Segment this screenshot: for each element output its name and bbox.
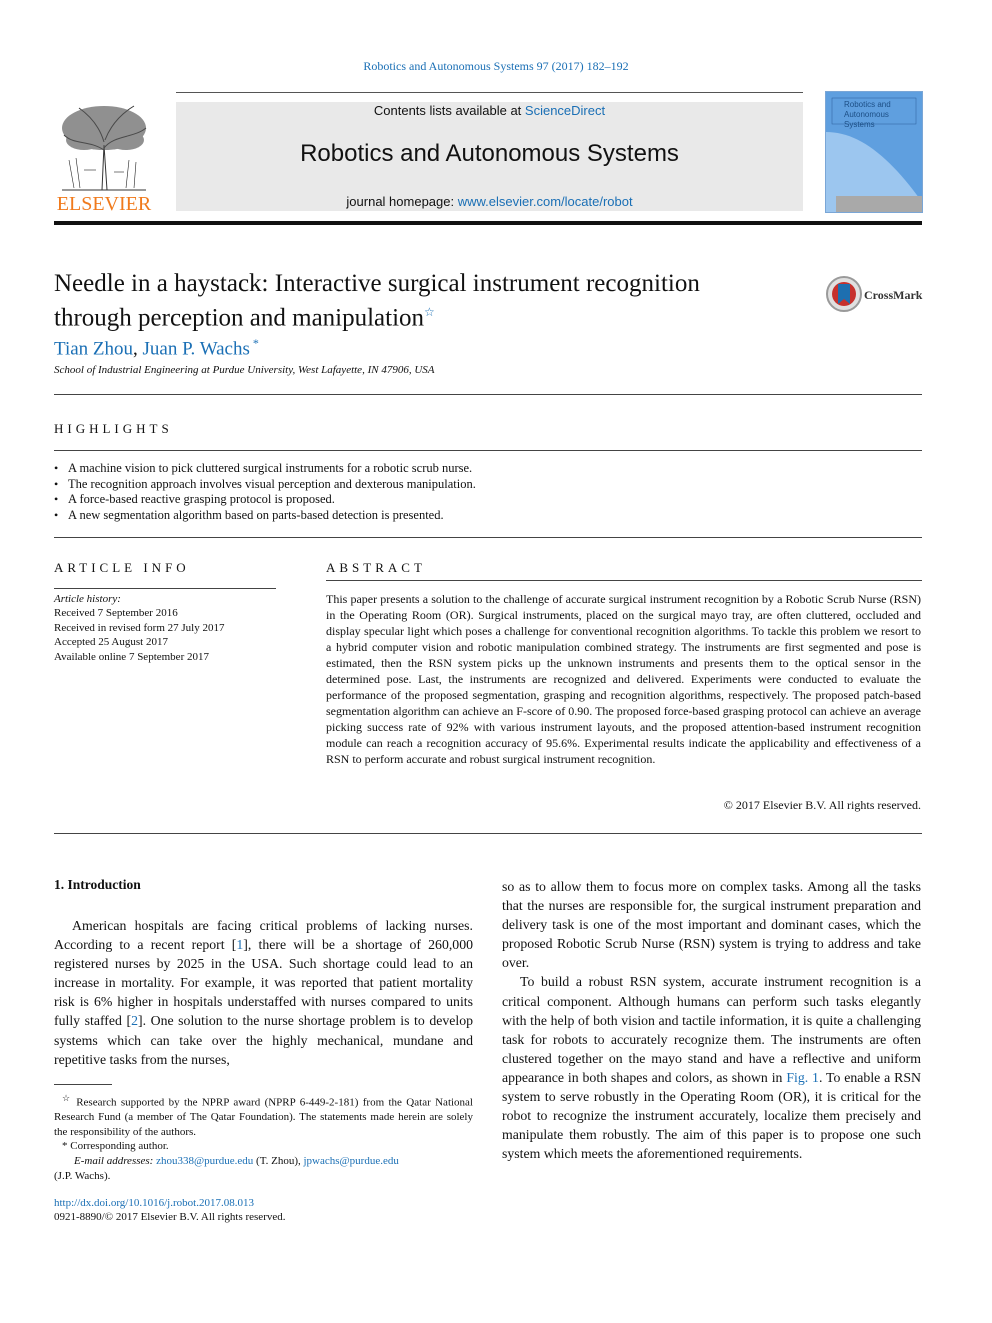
divider (54, 537, 922, 538)
divider (54, 833, 922, 834)
asterisk-mark: * (62, 1140, 68, 1153)
divider (54, 588, 276, 589)
reference-link-2[interactable]: 2 (131, 1013, 138, 1029)
paper-title (54, 270, 774, 332)
divider (54, 394, 922, 395)
highlights-heading: HIGHLIGHTS (54, 421, 173, 436)
crossmark-label: CrossMark (864, 288, 923, 302)
article-info-heading: ARTICLE INFO (54, 560, 190, 575)
divider (54, 450, 922, 451)
issn-line: 0921-8890/© 2017 Elsevier B.V. All rights reserved. (54, 1211, 286, 1223)
sciencedirect-link[interactable]: ScienceDirect (524, 103, 606, 118)
contents-prefix: Contents lists available at (373, 103, 525, 118)
elsevier-wordmark: ELSEVIER (56, 193, 152, 215)
title-line-2: through perception and manipulation☆ (54, 304, 435, 332)
header-rule (54, 221, 922, 225)
intro-paragraph-continued: so as to allow them to focus more on complex tasks. Among all the tasks that the nurses are responsible for, the surgical instrument preparation and delivery task is one of the most important and dominant cases, which the proposed Robotic Scrub Nurse (RSN) system is trying to address and take over. (502, 879, 921, 971)
title-line-1: Needle in a haystack: Interactive surgical instrument recognition (54, 270, 700, 297)
corresponding-author-mark[interactable]: * (249, 336, 259, 350)
highlight-item: • A machine vision to pick cluttered surgical instruments for a robotic scrub nurse. (54, 461, 914, 477)
reference-link-1[interactable]: 1 (236, 937, 244, 953)
email-footnote-end: (J.P. Wachs). (54, 1169, 111, 1182)
journal-homepage-link[interactable]: www.elsevier.com/locate/robot (457, 194, 633, 209)
highlights-list (54, 461, 914, 523)
homepage-prefix: journal homepage: (346, 194, 458, 209)
affiliation: School of Industrial Engineering at Purdue University, West Lafayette, IN 47906, USA (54, 364, 435, 376)
corresponding-footnote: * Corresponding author. (62, 1140, 169, 1153)
email-wachs-link[interactable]: jpwachs@purdue.edu (303, 1155, 399, 1168)
intro-paragraph-2: To build a robust RSN system, accurate instrument recognition is a critical component. Although humans can perform such tasks elegantly with the help of both vision and tactile information, it is quite a challenging task for robots to accurately recognize them. The instruments are often clustered together on the mayo stand and have a reflective and uniform appearance in both shapes and colors, as shown in Fig. 1. To enable a RSN system to serve robustly in the Operating Room (OR), it is critical for the robot to recognize the instrument accurately, localize them precisely and manipulate them robustly. The aim of this paper is to propose one such system which meets the aforementioned requirements. (502, 974, 922, 1162)
body-column-left (54, 916, 473, 1069)
author-zhou-link[interactable]: Tian Zhou (54, 338, 134, 360)
star-footnote-mark: ☆ (62, 1093, 72, 1103)
email-zhou-link[interactable]: zhou338@purdue.edu (156, 1155, 254, 1168)
figure-1-link[interactable]: Fig. 1 (786, 1069, 819, 1085)
contents-line (176, 103, 803, 118)
divider (326, 580, 922, 581)
body-column-right (502, 877, 921, 1163)
history-received: Received 7 September 2016 (54, 607, 178, 620)
history-revised: Received in revised form 27 July 2017 (54, 621, 225, 634)
homepage-line (176, 194, 803, 209)
footnotes (54, 1091, 473, 1183)
intro-paragraph: American hospitals are facing critical problems of lacking nurses. According to a recent report [1], there will be a shortage of 260,000 registered nurses by 2025 in the USA. Such shortage could lead to an increase in mortality. For example, it was reported that patient mortality risk is 6% higher in hospitals understaffed with nurses compared to units fully staffed [2]. One solution to the nurse shortage problem is to develop systems which can take over the highly mechanical, mundane and repetitive tasks from the nurses, (54, 918, 473, 1067)
abstract-heading: ABSTRACT (326, 560, 426, 575)
highlight-item: • A force-based reactive grasping protocol is proposed. (54, 492, 914, 508)
email-footnote: E-mail addresses: zhou338@purdue.edu (T. Zhou), jpwachs@purdue.edu (74, 1155, 399, 1168)
title-footnote-mark[interactable]: ☆ (424, 305, 435, 319)
cover-title: Robotics and Autonomous Systems (844, 100, 891, 129)
crossmark-badge[interactable] (825, 275, 935, 315)
section-heading: 1. Introduction (54, 877, 141, 892)
author-list (54, 336, 259, 360)
crossmark-icon (825, 275, 863, 313)
history-online: Available online 7 September 2017 (54, 650, 209, 663)
journal-cover-image[interactable] (825, 91, 923, 213)
journal-title: Robotics and Autonomous Systems (300, 140, 679, 167)
author-wachs-link[interactable]: Juan P. Wachs (142, 338, 250, 360)
history-label: Article history: (54, 593, 121, 605)
article-history (54, 592, 276, 664)
funding-footnote: ☆ Research supported by the NPRP award (NPRP 6-449-2-181) from the Qatar National Research Fund (a member of The Qatar Foundation). The statements made herein are solely the responsibility of the authors. (54, 1093, 473, 1138)
doi-link[interactable]: http://dx.doi.org/10.1016/j.robot.2017.08.013 (54, 1197, 254, 1209)
history-accepted: Accepted 25 August 2017 (54, 636, 168, 649)
header-top-line (176, 92, 803, 93)
footnote-rule (54, 1084, 112, 1085)
journal-citation-link[interactable]: Robotics and Autonomous Systems 97 (2017) 182–192 (363, 59, 629, 73)
highlight-item: • The recognition approach involves visual perception and dexterous manipulation. (54, 477, 914, 493)
abstract-copyright: © 2017 Elsevier B.V. All rights reserved. (723, 798, 921, 812)
abstract-text: This paper presents a solution to the challenge of accurate surgical instrument recognition by a Robotic Scrub Nurse (RSN) in the Operating Room (OR). Surgical instruments, placed on the surgical mayo tray, are often cluttered, occluded and display specular light which poses a challenge for conventional recognition algorithms. To tackle this problem we resort to a hybrid computer vision and robotic manipulation combined strategy. The instruments are first segmented and pose is estimated, then the RSN system picks up the unknown instruments and presents them to the optical sensor in the determined pose. Last, the instruments are recognized and delivered. Experiments were conducted to evaluate the performance of the proposed segmentation, grasping and recognition algorithms, respectively. The proposed patch-based segmentation algorithm can achieve an F-score of 0.90. The proposed force-based grasping protocol can achieve an average picking success rate of 92% with various instrument layouts, and the proposed attention-based instrument recognition module can reach a recognition accuracy of 95.6%. Experimental results indicate the applicability and effectiveness of a RSN to perform accurate and robust surgical instrument recognition. (326, 592, 921, 766)
author-separator: , (133, 338, 143, 360)
highlight-item: • A new segmentation algorithm based on parts-based detection is presented. (54, 508, 914, 524)
